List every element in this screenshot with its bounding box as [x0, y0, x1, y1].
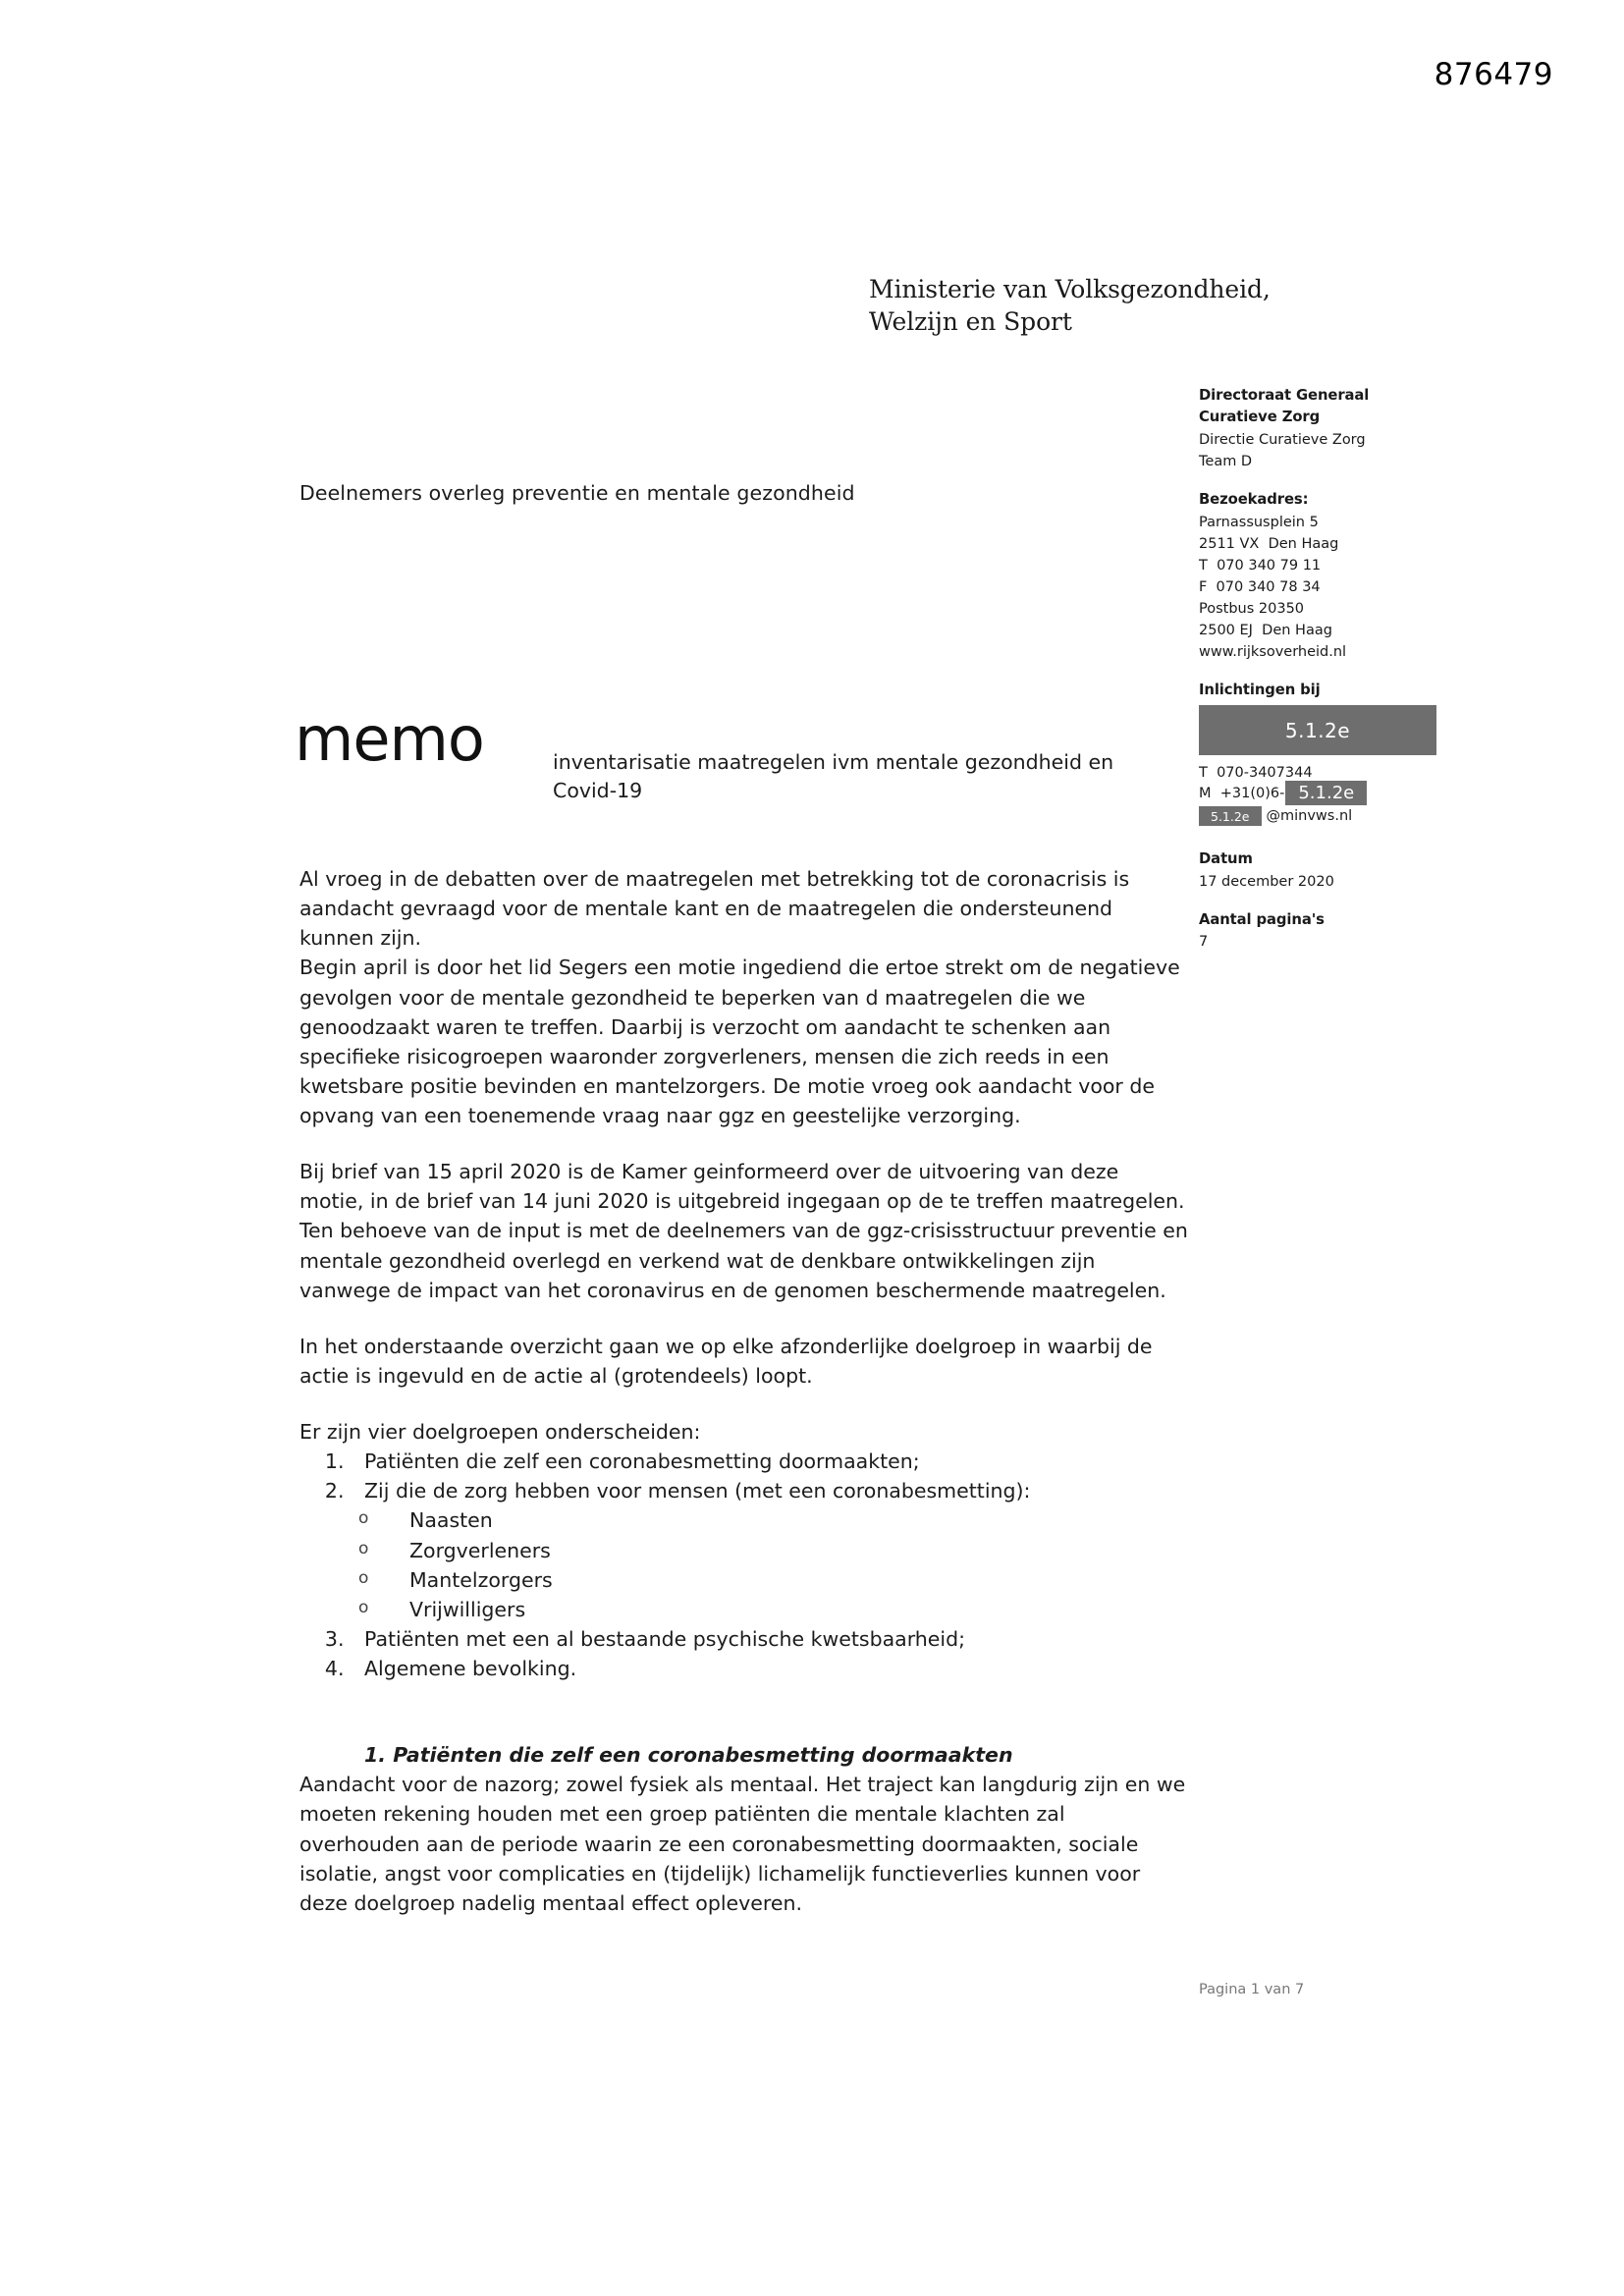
- paragraph-spacer: [299, 1305, 1188, 1332]
- list-item: 2. Zij die de zorg hebben voor mensen (met een coronabesmetting):: [351, 1476, 1188, 1505]
- target-groups-sublist: [299, 1505, 1188, 1624]
- sidebar-address-block: [1199, 489, 1444, 663]
- redacted-contact-name: 5.1.2e: [1199, 705, 1436, 755]
- target-groups-list: [299, 1447, 1188, 1505]
- contact-phone-value: 070-3407344: [1217, 764, 1313, 781]
- address-line: Parnassusplein 5: [1199, 514, 1319, 530]
- phone-label: T: [1199, 764, 1208, 781]
- section-1-heading: 1. Patiënten die zelf een coronabesmetting doormaakten: [364, 1743, 1013, 1768]
- email-domain: @minvws.nl: [1266, 808, 1353, 825]
- ministry-line-2: Welzijn en Sport: [869, 307, 1072, 336]
- list-item: 4. Algemene bevolking.: [351, 1654, 1188, 1683]
- mobile-prefix: +31(0)6-: [1219, 785, 1285, 801]
- postbox-city-line: 2500 EJ Den Haag: [1199, 622, 1332, 638]
- section-spacer: [299, 1683, 1188, 1740]
- contact-email-row: [1199, 803, 1444, 829]
- department-head-line-1: Directoraat Generaal: [1199, 387, 1370, 404]
- department-line-2: Team D: [1199, 454, 1253, 469]
- body-paragraph-2: Begin april is door het lid Segers een motie ingediend die ertoe strekt om de negatieve gevolgen voor de mentale gezondheid te beperken van d maatregelen die we genoodzaakt waren te treffen. Daarbij is verzocht om aandacht te schenken aan specifieke risicogroepen waaronder zorgverleners, mensen die zich reeds in een kwetsbare positie bevinden en mantelzorgers. De motie vroeg ook aandacht voor de opvang van een toenemende vraag naar ggz en geestelijke verzorging.: [299, 956, 1180, 1127]
- department-line-1: Directie Curatieve Zorg: [1199, 431, 1366, 448]
- sidebar-metadata: [1199, 385, 1444, 969]
- section-1-text: Aandacht voor de nazorg; zowel fysiek als mentaal. Het traject kan langdurig zijn en we moeten rekening houden met een groep patiënten die mentale klachten zal overhouden aan de periode waarin ze een coronabesmetting doormaakten, sociale isolatie, angst voor complicaties en (tijdelijk) lichamelijk functieverlies kunnen voor deze doelgroep nadelig mentaal effect opleveren.: [299, 1773, 1186, 1915]
- paragraph-spacer: [299, 1391, 1188, 1417]
- visiting-address-head: Bezoekadres:: [1199, 491, 1309, 509]
- sidebar-information-block: [1199, 680, 1444, 829]
- addressee-line: Deelnemers overleg preventie en mentale gezondheid: [299, 481, 855, 505]
- date-value: 17 december 2020: [1199, 873, 1334, 890]
- list-item: 3. Patiënten met een al bestaande psychische kwetsbaarheid;: [351, 1624, 1188, 1654]
- memo-title: memo: [295, 703, 484, 775]
- ministry-line-1: Ministerie van Volksgezondheid,: [869, 275, 1271, 303]
- paragraph-spacer: [299, 1130, 1188, 1157]
- list-item: o Zorgverleners: [358, 1536, 1188, 1565]
- redacted-email-local-part: 5.1.2e: [1199, 806, 1262, 826]
- sidebar-date-block: [1199, 848, 1444, 893]
- sidebar-pagecount-block: [1199, 909, 1444, 954]
- redacted-mobile-number: 5.1.2e: [1285, 781, 1367, 805]
- department-head-line-2: Curatieve Zorg: [1199, 409, 1321, 426]
- list-item: 1. Patiënten die zelf een coronabesmetting doormaakten;: [351, 1447, 1188, 1476]
- list-item: o Vrijwilligers: [358, 1595, 1188, 1624]
- body-paragraph-4: In het onderstaande overzicht gaan we op elke afzonderlijke doelgroep in waarbij de actie is ingevuld en de actie al (grotendeels) loopt.: [299, 1334, 1153, 1388]
- list-item: o Mantelzorgers: [358, 1565, 1188, 1595]
- page-footer: Pagina 1 van 7: [1199, 1982, 1305, 1997]
- fax-line: F 070 340 78 34: [1199, 578, 1321, 595]
- page-count-value: 7: [1199, 934, 1209, 951]
- page-count-head: Aantal pagina's: [1199, 910, 1325, 928]
- mobile-label: M: [1199, 785, 1212, 801]
- website-line: www.rijksoverheid.nl: [1199, 643, 1347, 660]
- memo-body: [299, 864, 1188, 1918]
- body-paragraph-3: Bij brief van 15 april 2020 is de Kamer geinformeerd over de uitvoering van deze motie, in de brief van 14 juni 2020 is uitgebreid ingegaan op de te treffen maatregelen. Ten behoeve van de input is met de deelnemers van de ggz-crisisstructuur preventie en mentale gezondheid overlegd en verkend wat de denkbare ontwikkelingen zijn vanwege de impact van het coronavirus en de genomen beschermende maatregelen.: [299, 1160, 1188, 1302]
- list-item: o Naasten: [358, 1505, 1188, 1535]
- contact-mobile-row: [1199, 783, 1444, 803]
- information-head: Inlichtingen bij: [1199, 681, 1321, 698]
- document-number: 876479: [1434, 57, 1553, 92]
- target-groups-list-continued: [299, 1624, 1188, 1683]
- address-line: 2511 VX Den Haag: [1199, 535, 1339, 552]
- memo-subject: inventarisatie maatregelen ivm mentale gezondheid en Covid-19: [553, 750, 1114, 803]
- phone-line: T 070 340 79 11: [1199, 557, 1322, 574]
- target-groups-intro: Er zijn vier doelgroepen onderscheiden:: [299, 1420, 701, 1444]
- ministry-logo: [869, 273, 1271, 338]
- body-paragraph-1: Al vroeg in de debatten over de maatregelen met betrekking tot de coronacrisis is aandacht gevraagd voor de mentale kant en de maatregelen die ondersteunend kunnen zijn.: [299, 867, 1130, 951]
- postbox-line: Postbus 20350: [1199, 600, 1305, 617]
- date-head: Datum: [1199, 850, 1253, 868]
- sidebar-department-block: [1199, 385, 1444, 472]
